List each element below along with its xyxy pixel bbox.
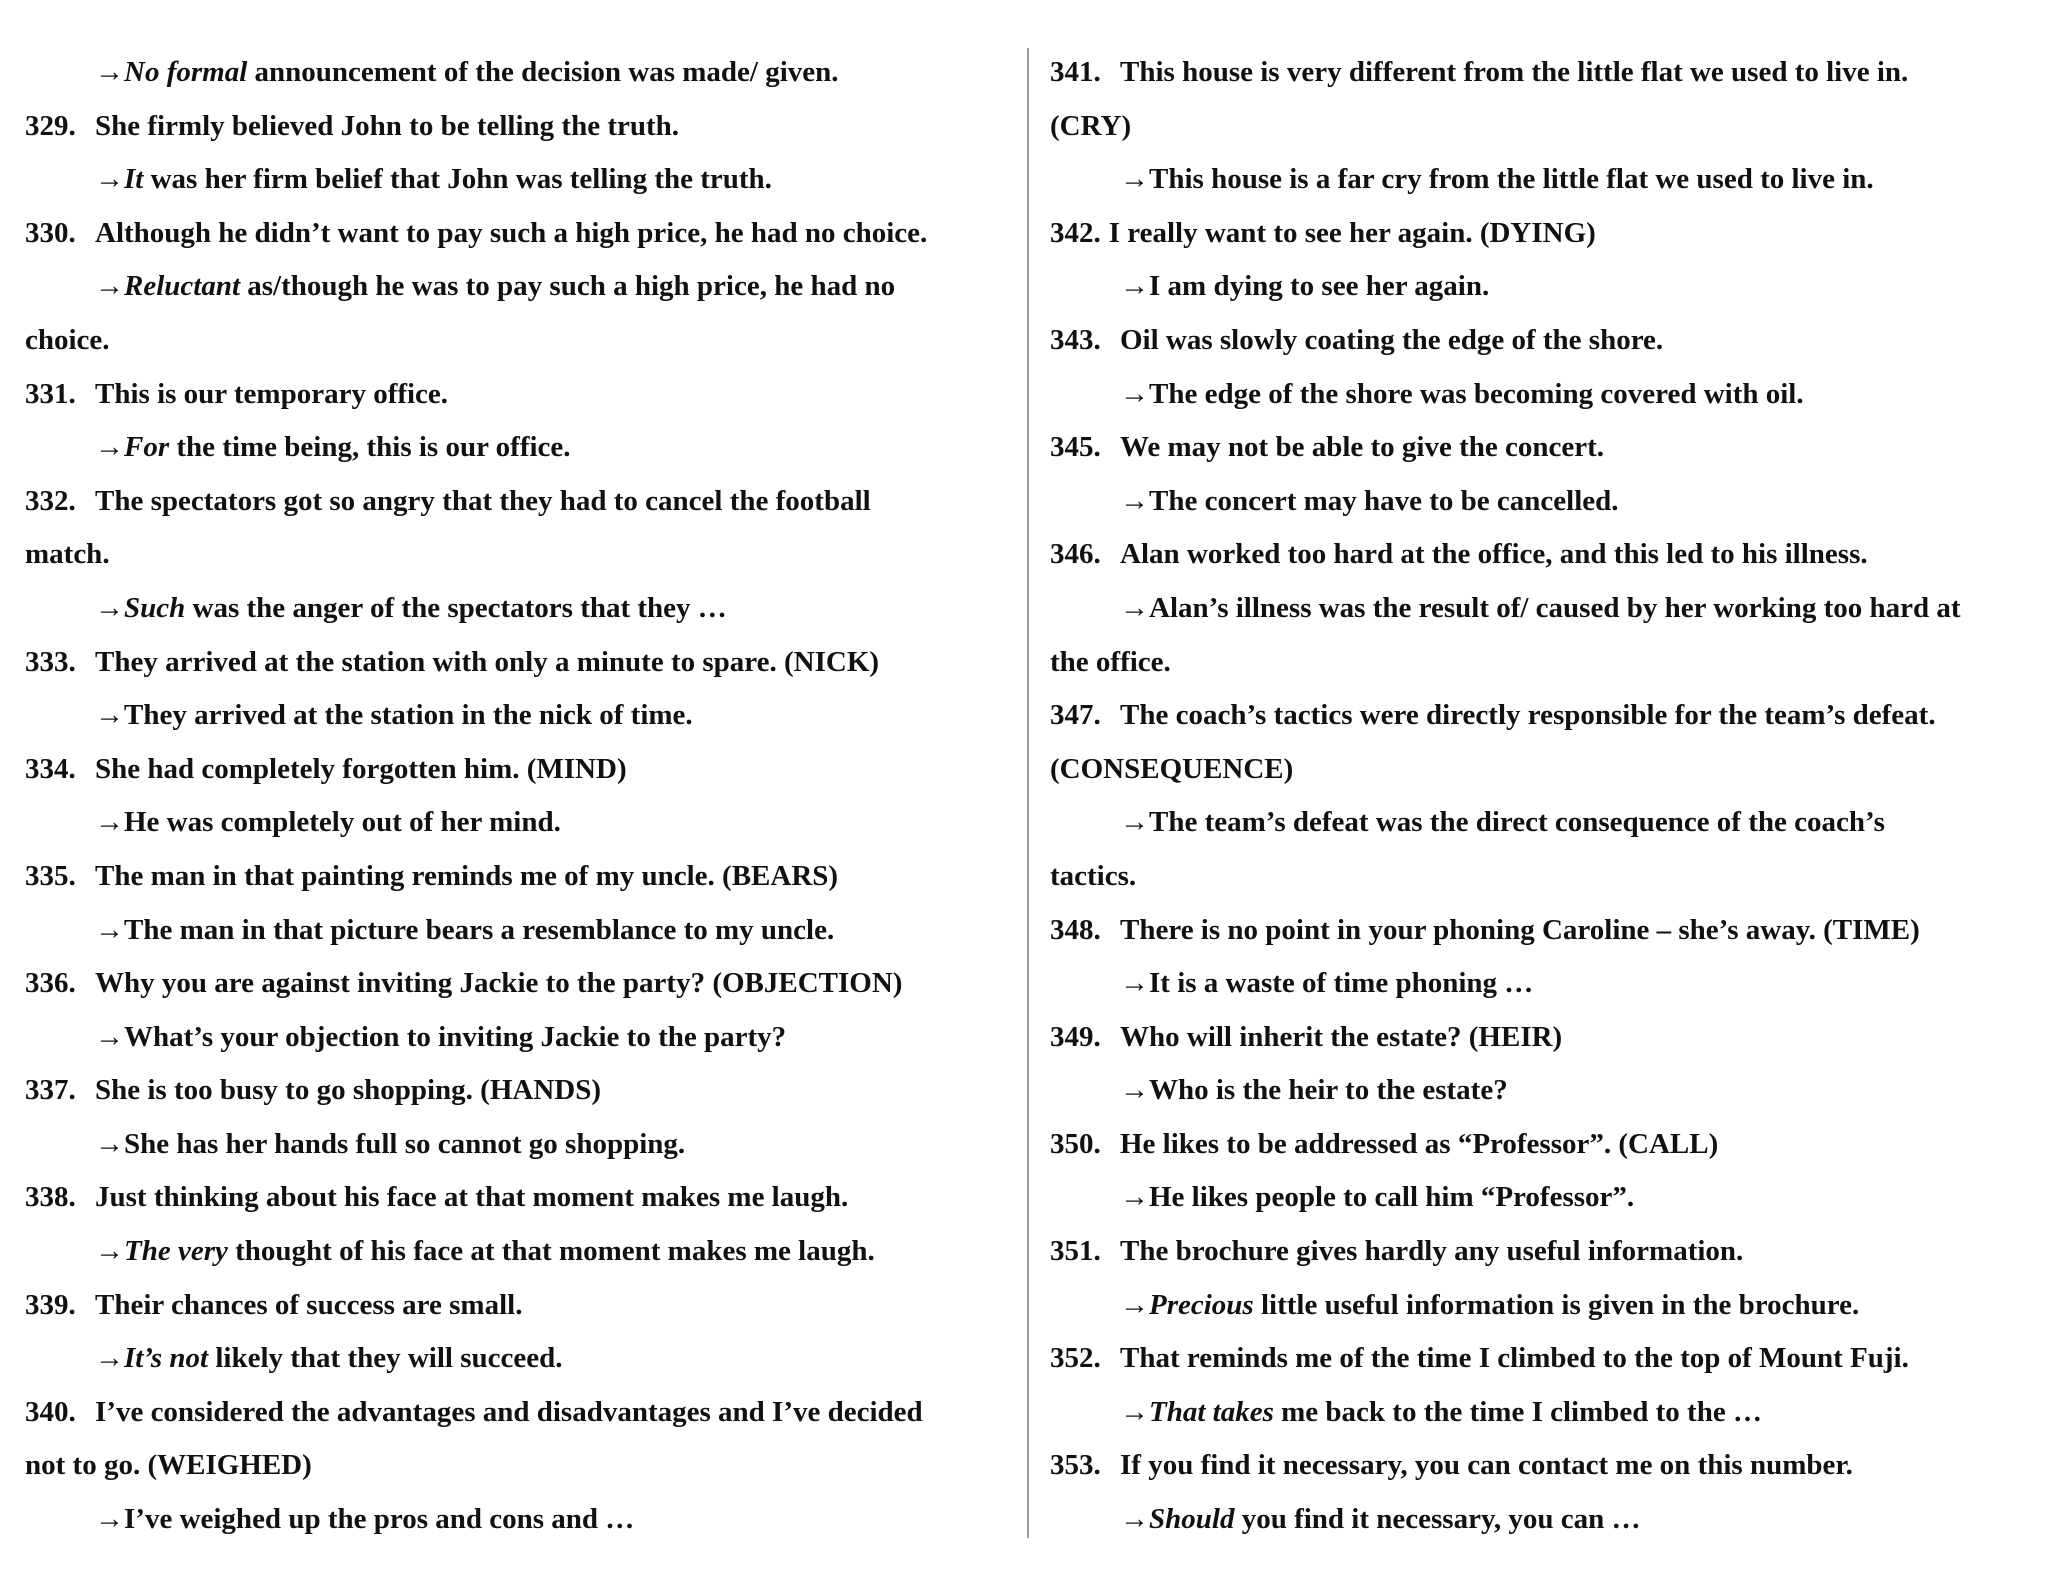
- question-number: 335.: [25, 859, 76, 892]
- answer-text: What’s your objection to inviting Jackie to the party?: [124, 1020, 787, 1053]
- answer-line: [1050, 260, 2040, 314]
- continuation-text: (CRY): [1050, 109, 1132, 142]
- answer-line: [1050, 153, 2040, 207]
- question-line: [1050, 46, 2040, 100]
- answer-line: [1050, 1386, 2040, 1440]
- answer-text: The team’s defeat was the direct consequence of the coach’s: [1149, 806, 1885, 839]
- answer-line: [25, 689, 1015, 743]
- arrow-icon: →: [95, 913, 124, 946]
- question-text: They arrived at the station with only a minute to spare. (NICK): [95, 645, 880, 678]
- arrow-icon: →: [1120, 163, 1149, 196]
- arrow-icon: →: [95, 431, 124, 464]
- continuation-line: [25, 1439, 1015, 1493]
- answer-text: This house is a far cry from the little flat we used to live in.: [1149, 163, 1874, 196]
- answer-text: was the anger of the spectators that they …: [185, 591, 727, 624]
- answer-keyword: Precious: [1149, 1288, 1254, 1321]
- question-text: If you find it necessary, you can contact me on this number.: [1120, 1449, 1853, 1482]
- answer-line: [1050, 582, 2040, 636]
- question-text: She firmly believed John to be telling the truth.: [95, 109, 680, 142]
- question-text: Alan worked too hard at the office, and this led to his illness.: [1120, 538, 1868, 571]
- answer-line: [25, 260, 1015, 314]
- question-text: The man in that painting reminds me of my uncle. (BEARS): [95, 859, 839, 892]
- answer-keyword: Reluctant: [124, 270, 241, 303]
- answer-text: They arrived at the station in the nick of time.: [124, 699, 693, 732]
- continuation-line: [25, 528, 1015, 582]
- right-column: [1050, 46, 2040, 1547]
- question-number: 334.: [25, 752, 76, 785]
- answer-line: [25, 1225, 1015, 1279]
- answer-keyword: Should: [1149, 1503, 1235, 1536]
- continuation-text: not to go. (WEIGHED): [25, 1449, 312, 1482]
- question-text: I really want to see her again. (DYING): [1108, 216, 1596, 249]
- question-number: 351.: [1050, 1235, 1101, 1268]
- answer-line: [1050, 475, 2040, 529]
- question-line: [25, 207, 1015, 261]
- question-line: [25, 636, 1015, 690]
- question-number: 349.: [1050, 1020, 1101, 1053]
- continuation-text: tactics.: [1050, 859, 1137, 892]
- answer-text: Alan’s illness was the result of/ caused by her working too hard at: [1149, 591, 1961, 624]
- answer-text: the time being, this is our office.: [169, 431, 571, 464]
- continuation-line: [25, 314, 1015, 368]
- question-text: We may not be able to give the concert.: [1120, 431, 1605, 464]
- answer-text: little useful information is given in the brochure.: [1253, 1288, 1860, 1321]
- question-number: 343.: [1050, 323, 1101, 356]
- continuation-text: (CONSEQUENCE): [1050, 752, 1294, 785]
- continuation-line: [1050, 636, 2040, 690]
- arrow-icon: →: [95, 1503, 124, 1536]
- question-number: 348.: [1050, 913, 1101, 946]
- question-text: I’ve considered the advantages and disadvantages and I’ve decided: [95, 1395, 923, 1428]
- arrow-icon: →: [95, 270, 124, 303]
- arrow-icon: →: [95, 1127, 124, 1160]
- question-line: [25, 957, 1015, 1011]
- answer-text: Who is the heir to the estate?: [1149, 1074, 1508, 1107]
- answer-line: [25, 582, 1015, 636]
- answer-text: The man in that picture bears a resemblance to my uncle.: [124, 913, 835, 946]
- answer-text: She has her hands full so cannot go shopping.: [124, 1127, 686, 1160]
- arrow-icon: →: [95, 1020, 124, 1053]
- answer-keyword: No formal: [124, 56, 248, 88]
- question-number: 339.: [25, 1288, 76, 1321]
- question-line: [25, 850, 1015, 904]
- question-line: [25, 743, 1015, 797]
- arrow-icon: →: [1120, 1395, 1149, 1428]
- answer-text: The concert may have to be cancelled.: [1149, 484, 1619, 517]
- question-text: This is our temporary office.: [95, 377, 449, 410]
- question-line: [25, 475, 1015, 529]
- continuation-text: choice.: [25, 323, 110, 356]
- question-line: [1050, 1439, 2040, 1493]
- arrow-icon: →: [1120, 806, 1149, 839]
- answer-line: [25, 421, 1015, 475]
- answer-keyword: It: [124, 163, 144, 196]
- arrow-icon: →: [1120, 591, 1149, 624]
- answer-line: [25, 1011, 1015, 1065]
- arrow-icon: →: [1120, 967, 1149, 1000]
- answer-line: [25, 46, 1015, 100]
- question-number: 341.: [1050, 56, 1101, 88]
- answer-text: The edge of the shore was becoming covered with oil.: [1149, 377, 1804, 410]
- question-line: [25, 100, 1015, 154]
- arrow-icon: →: [1120, 1288, 1149, 1321]
- answer-line: [1050, 368, 2040, 422]
- answer-line: [25, 1493, 1015, 1547]
- question-text: That reminds me of the time I climbed to the top of Mount Fuji.: [1120, 1342, 1909, 1375]
- question-text: The brochure gives hardly any useful information.: [1120, 1235, 1744, 1268]
- answer-line: [25, 153, 1015, 207]
- question-number: 345.: [1050, 431, 1101, 464]
- answer-keyword: Such: [124, 591, 186, 624]
- question-text: He likes to be addressed as “Professor”. (CALL): [1120, 1127, 1719, 1160]
- answer-line: [1050, 1279, 2040, 1333]
- question-text: Just thinking about his face at that moment makes me laugh.: [95, 1181, 849, 1214]
- arrow-icon: →: [1120, 1074, 1149, 1107]
- continuation-line: [1050, 100, 2040, 154]
- question-text: The coach’s tactics were directly responsible for the team’s defeat.: [1120, 699, 1936, 732]
- arrow-icon: →: [1120, 1181, 1149, 1214]
- answer-keyword: That takes: [1149, 1395, 1274, 1428]
- answer-keyword: It’s not: [124, 1342, 209, 1375]
- answer-text: was her firm belief that John was telling the truth.: [143, 163, 772, 196]
- answer-line: [25, 796, 1015, 850]
- answer-line: [1050, 1171, 2040, 1225]
- question-number: 329.: [25, 109, 76, 142]
- answer-text: I’ve weighed up the pros and cons and …: [124, 1503, 635, 1536]
- answer-text: He was completely out of her mind.: [124, 806, 561, 839]
- arrow-icon: →: [95, 56, 124, 88]
- question-text: This house is very different from the little flat we used to live in.: [1120, 56, 1909, 88]
- answer-line: [1050, 796, 2040, 850]
- arrow-icon: →: [95, 699, 124, 732]
- answer-line: [1050, 1064, 2040, 1118]
- answer-text: thought of his face at that moment makes me laugh.: [227, 1235, 875, 1268]
- question-number: 350.: [1050, 1127, 1101, 1160]
- question-line: [1050, 1011, 2040, 1065]
- continuation-line: [1050, 850, 2040, 904]
- arrow-icon: →: [95, 1342, 124, 1375]
- question-number: 331.: [25, 377, 76, 410]
- question-line: [25, 1386, 1015, 1440]
- question-number: 340.: [25, 1395, 76, 1428]
- answer-text: as/though he was to pay such a high price, he had no: [240, 270, 896, 303]
- question-number: 336.: [25, 967, 76, 1000]
- question-number: 346.: [1050, 538, 1101, 571]
- column-divider: [1027, 48, 1029, 1538]
- continuation-text: match.: [25, 538, 110, 571]
- question-text: There is no point in your phoning Caroline – she’s away. (TIME): [1120, 913, 1920, 946]
- arrow-icon: →: [95, 806, 124, 839]
- question-number: 337.: [25, 1074, 76, 1107]
- answer-text: He likes people to call him “Professor”.: [1149, 1181, 1635, 1214]
- answer-text: I am dying to see her again.: [1149, 270, 1490, 303]
- question-line: [1050, 1225, 2040, 1279]
- question-text: She had completely forgotten him. (MIND): [95, 752, 627, 785]
- question-line: [1050, 904, 2040, 958]
- arrow-icon: →: [95, 591, 124, 624]
- question-text: Why you are against inviting Jackie to the party? (OBJECTION): [95, 967, 903, 1000]
- continuation-text: the office.: [1050, 645, 1171, 678]
- question-line: [1050, 421, 2040, 475]
- question-number: 342.: [1050, 216, 1101, 249]
- answer-text: likely that they will succeed.: [208, 1342, 563, 1375]
- answer-line: [1050, 957, 2040, 1011]
- arrow-icon: →: [95, 163, 124, 196]
- question-line: [1050, 207, 2040, 261]
- question-text: She is too busy to go shopping. (HANDS): [95, 1074, 602, 1107]
- question-line: [25, 1171, 1015, 1225]
- question-number: 347.: [1050, 699, 1101, 732]
- question-line: [25, 1064, 1015, 1118]
- question-text: Oil was slowly coating the edge of the shore.: [1120, 323, 1664, 356]
- question-number: 352.: [1050, 1342, 1101, 1375]
- question-number: 332.: [25, 484, 76, 517]
- question-number: 333.: [25, 645, 76, 678]
- arrow-icon: →: [1120, 377, 1149, 410]
- question-line: [1050, 1332, 2040, 1386]
- arrow-icon: →: [95, 1235, 124, 1268]
- arrow-icon: →: [1120, 1503, 1149, 1536]
- answer-keyword: For: [124, 431, 170, 464]
- answer-text: you find it necessary, you can …: [1234, 1503, 1641, 1536]
- question-line: [25, 368, 1015, 422]
- answer-text: It is a waste of time phoning …: [1149, 967, 1534, 1000]
- answer-text: me back to the time I climbed to the …: [1273, 1395, 1762, 1428]
- arrow-icon: →: [1120, 484, 1149, 517]
- question-line: [1050, 689, 2040, 743]
- arrow-icon: →: [1120, 270, 1149, 303]
- question-line: [1050, 1118, 2040, 1172]
- question-number: 330.: [25, 216, 76, 249]
- answer-line: [1050, 1493, 2040, 1547]
- answer-line: [25, 1118, 1015, 1172]
- question-number: 338.: [25, 1181, 76, 1214]
- continuation-line: [1050, 743, 2040, 797]
- question-text: Who will inherit the estate? (HEIR): [1120, 1020, 1563, 1053]
- question-line: [1050, 528, 2040, 582]
- question-text: Their chances of success are small.: [95, 1288, 523, 1321]
- answer-line: [25, 904, 1015, 958]
- question-number: 353.: [1050, 1449, 1101, 1482]
- answer-line: [25, 1332, 1015, 1386]
- answer-text: announcement of the decision was made/ given.: [247, 56, 839, 88]
- answer-keyword: The very: [124, 1235, 228, 1268]
- question-text: Although he didn’t want to pay such a high price, he had no choice.: [95, 216, 928, 249]
- question-line: [1050, 314, 2040, 368]
- question-text: The spectators got so angry that they had to cancel the football: [95, 484, 871, 517]
- question-line: [25, 1279, 1015, 1333]
- left-column: [25, 46, 1015, 1547]
